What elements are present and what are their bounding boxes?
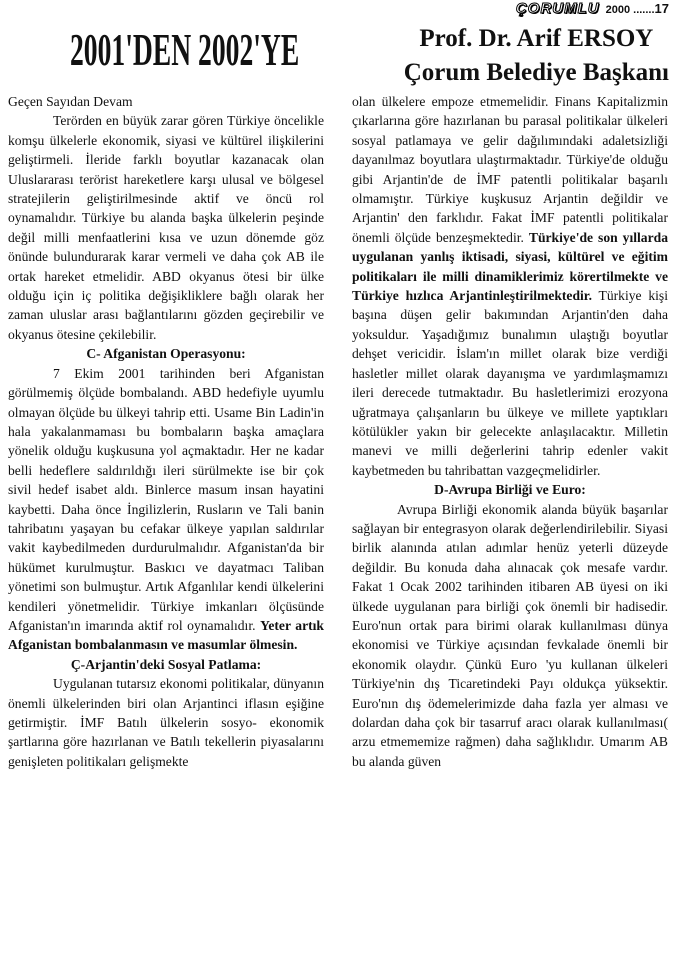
masthead bbox=[516, 0, 669, 18]
emphasis-text: Türkiye'de son yıllarda uygulanan yanlış iktisadi, siyasi, kültürel ve eğitim politikaları ile milli dinamiklerimiz körertilmekte ve Türkiye hızlıca Arjantinleştirilmektedir. bbox=[352, 229, 668, 304]
continuation-note: Geçen Sayıdan Devam bbox=[8, 94, 133, 109]
author-block bbox=[404, 22, 669, 90]
paragraph: Avrupa Birliği ekonomik alanda büyük başarılar sağlayan bir entegrasyon olarak değerlendirilebilir. Siyasi birlik alanında atılan adımlar henüz yeterli düzeyde değildir. Bu konuda daha alınacak çok mesafe vardır. Fakat 1 Ocak 2002 tarihinden itibaren AB üyesi on iki ülkede uygulanan para birliği çok önemli bir hadisedir. Euro'nun ortak para birimi olarak kullanılması dünya ekonomisi ve Türkiye açısından fevkalade önemli bir ekonomik olaydır. Çünkü Euro 'yu kullanan ülkeleri Türkiye'nin dış Ticaretindeki Payı oldukça yüksektir. Euro'nın dış ödemelerimizde daha fazla yer alması ve dolardan daha çok bir tasarruf aracı olarak kullanılması( arzu etmememize rağmen) daha sağlıklıdır. Umarım AB bu alanda güven bbox=[352, 501, 668, 769]
newspaper-logo: ÇORUMLU bbox=[515, 0, 600, 17]
article-title: 2001'DEN 2002'YE bbox=[70, 24, 300, 75]
paragraph: Uygulanan tutarsız ekonomi politikalar, dünyanın önemli ülkelerinden biri olan Arjantinci iflasın eşiğine getirmiştir. İMF Batılı ülkelerin sosyo- ekonomik şartlarına göre hazırlanan ve Batılı tekellerin piyasalarını genişleten politikaları gelişmekte bbox=[8, 676, 324, 769]
paragraph bbox=[8, 364, 324, 655]
issue-page-number bbox=[606, 1, 669, 16]
paragraph: Terörden en büyük zarar gören Türkiye öncelikle komşu ülkelerle ekonomik, siyasi ve kültürel ilişkilerini geliştirmeli. İleride farklı boyutlar kazanacak olan Uluslararası terörist hareketlere karşı ulusal ve bölgesel stratejilerin geliştirilmesinde aktif ve öncü rol oynamalıdır. Türkiye bu alanda başka ülkelerin peşinde değil milli menfaatlerini kısa ve uzun dönemde göz önünde bulundurarak karar vermeli ve daha çok AB ile ortak hareket etmelidir. ABD okyanus ötesi bir ülke olduğu için iç politika değişikliklere bağlı olarak her zaman uluslar arası bağlantılarını gözden geçirebilir ve okyanus ötesine çekilebilir. bbox=[8, 113, 324, 342]
issue-number: 2000 ....... bbox=[605, 4, 655, 16]
paragraph-text: 7 Ekim 2001 tarihinden beri Afganistan görülmemiş ölçüde bombalandı. ABD hedefiyle uyumlu olmayan ölçüde bu ülkeyi tahrip etti. Usame Bin Ladin'in hala yakalanmaması bu bombaların başka amaçlara yönelik olduğu kuşkusuna yol açmaktadır. Her ne kadar belli hedeflere saldırıldığı ileri sürülmekte ise bir çok sivil hedef isabet aldı. Binlerce masum insan hayatini kaybetti. Daha önce İngilizlerin, Rusların ve Tali banin tahribatını yaşayan bu cefakar ülkeye yapılan saldırılar vakit kaybedilmeden durdurulmalıdır. Afganistan'da bir hükümet kurulmuştur. Baskıcı ve dayatmacı Taliban yönetimi son bulmuştur. Artık Afganlılar kendi ülkelerini kendileri yönetmelidir. Türkiye imkanları ölçüsünde Afganistan'ın imarında aktif rol oynamalıdır. bbox=[8, 365, 324, 633]
emphasis-text: Yeter artık Afganistan bombalanmasın ve masumlar ölmesin. bbox=[8, 617, 324, 653]
right-column bbox=[352, 92, 668, 771]
author-position: Çorum Belediye Başkanı bbox=[403, 59, 669, 86]
author-name: Prof. Dr. Arif ERSOY bbox=[419, 25, 654, 52]
section-heading-c: C- Afganistan Operasyonu: bbox=[86, 346, 246, 362]
paragraph-text: olan ülkelere empoze etmemelidir. Finans Kapitalizmin çıkarlarına göre hazırlanan bu parasal politikalar ülkeleri sosyal patlamaya ve gelir dağılımındaki adaletsizliği dayanılmaz boyutlara ulaştırmaktadır. Türkiye'de olduğu gibi Arjantin'de de İMF patentli politikalar başarılı olmamıştır. Türkiye kuşkusuz Arjantin değildir ve Arjantin' den farklıdır. Fakat İMF patentli politikalar önemli ölçüde benzeşmektedir. bbox=[352, 94, 668, 245]
left-column bbox=[8, 92, 324, 771]
paragraph-text: Türkiye kişi başına düşen gelir bakımından Arjantin'den daha yoksuldur. Yaşadığımız bunalımın ulaştığı boyutlar dehşet vericidir. İslam'ın millet olarak bize verdiği hasletler millet olarak dayanışma ve yardımlaşmamızı ileri derecede tutmaktadır. Bu hasletlerimizi erozyona uğratmaya çalışanların bu ülkeye ve millete yaptıkları kötülükler yakın bir gelecekte anlaşılacaktır. Milletin manevi ve milli değerlerini tahrip edenler vakit kaybetmeden bu tahribattan vazgeçmelidirler. bbox=[352, 288, 669, 478]
section-heading-d: D-Avrupa Birliği ve Euro: bbox=[434, 482, 586, 498]
section-heading-cc: Ç-Arjantin'deki Sosyal Patlama: bbox=[70, 656, 262, 672]
page-number: 17 bbox=[654, 1, 669, 16]
paragraph bbox=[352, 92, 668, 480]
